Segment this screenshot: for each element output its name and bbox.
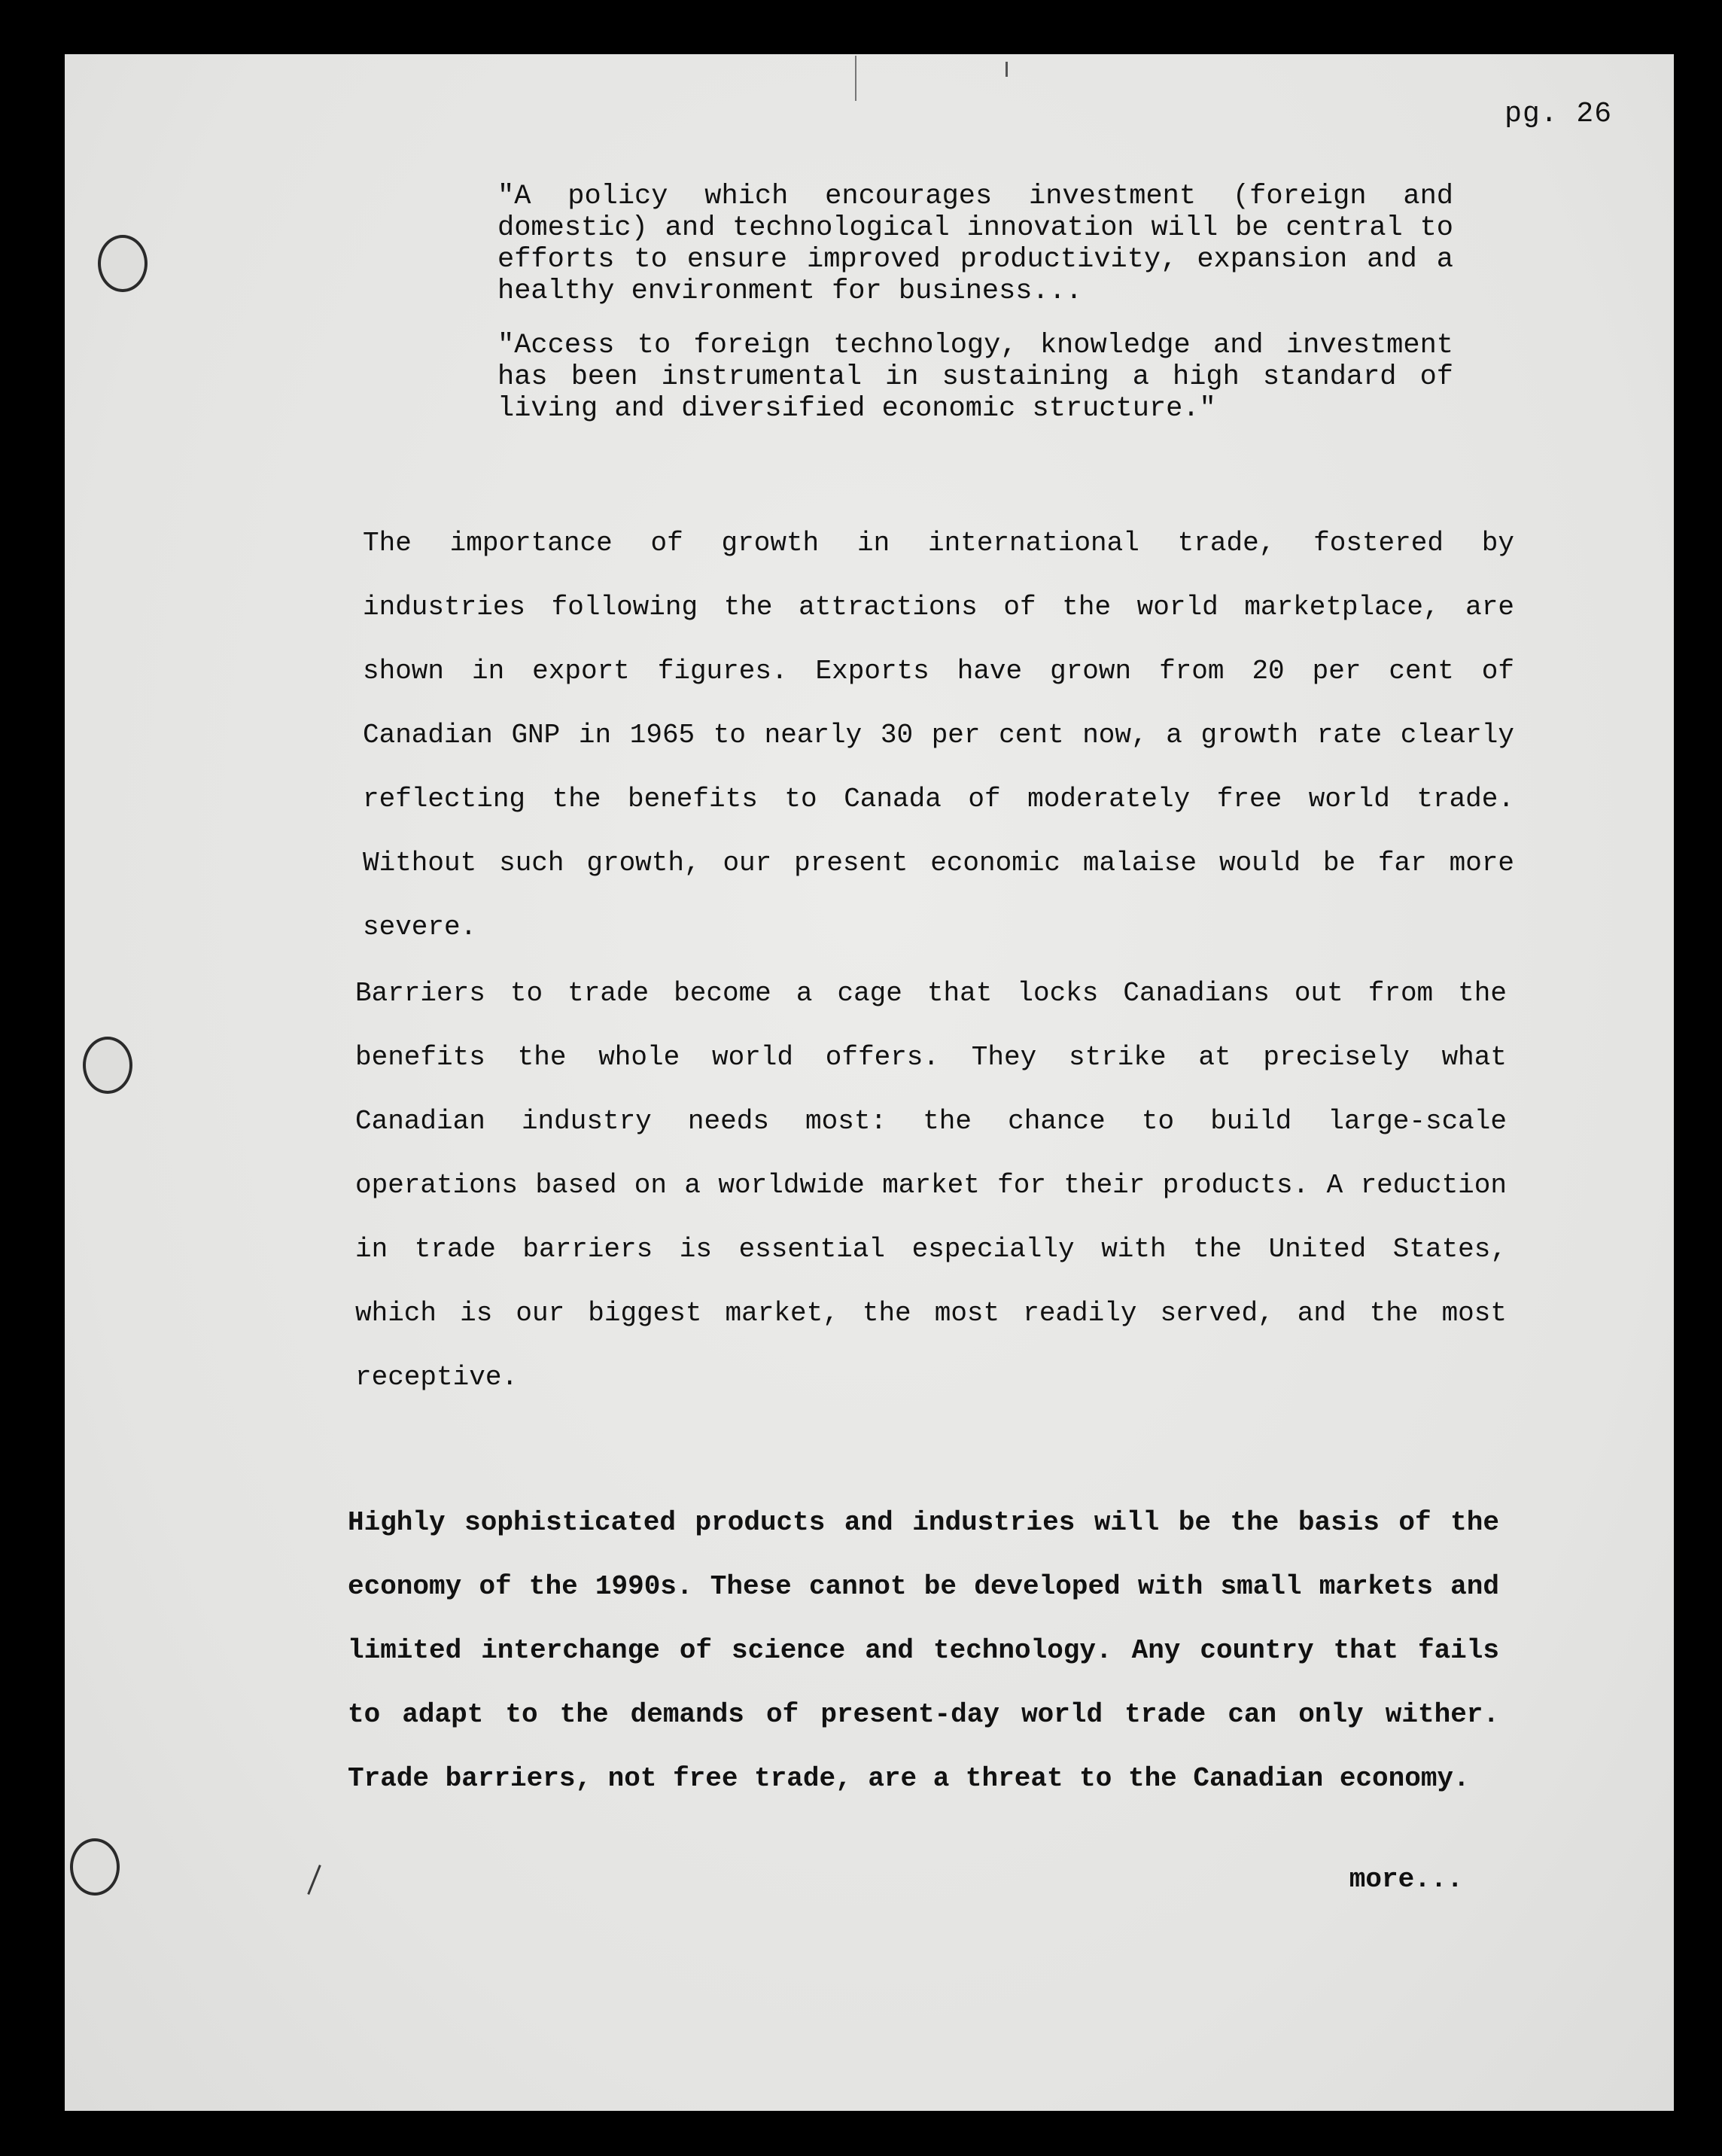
- stray-mark: [855, 56, 856, 101]
- block-quote: "Access to foreign technology, knowledge and investment has been instrumental in sustaining a high standard of living and diversified economic structure.": [497, 330, 1453, 425]
- punch-hole: [83, 1037, 132, 1094]
- punch-hole: [70, 1838, 120, 1896]
- stray-mark: [307, 1865, 321, 1895]
- body-paragraph: The importance of growth in international trade, fostered by industries following the attractions of the world marketplace, are shown in export figures. Exports have grown from 20 per cent of Canadian GNP in 1965 to nearly 30 per cent now, a growth rate clearly reflecting the benefits to Canada of moderately free world trade. Without such growth, our present economic malaise would be far more severe.: [363, 528, 1514, 942]
- stray-mark: [1006, 62, 1008, 77]
- body-paragraph: Barriers to trade become a cage that locks Canadians out from the benefits the whole world offers. They strike at precisely what Canadian industry needs most: the chance to build large-scale operations based on a worldwide market for their products. A reduction in trade barriers is essential especially with the United States, which is our biggest market, the most readily served, and the most receptive.: [355, 978, 1507, 1393]
- continuation-note: more...: [1349, 1864, 1463, 1895]
- page-number: pg. 26: [1504, 98, 1612, 130]
- punch-hole: [98, 235, 148, 292]
- body-paragraph: Highly sophisticated products and industries will be the basis of the economy of the 1990s. These cannot be developed with small markets and limited interchange of science and technology. Any country that fails to adapt to the demands of present-day world trade can only wither. Trade barriers, not free trade, are a threat to the Canadian economy.: [348, 1507, 1499, 1794]
- block-quote: "A policy which encourages investment (foreign and domestic) and technological innovation will be central to efforts to ensure improved productivity, expansion and a healthy environment for business...: [497, 181, 1453, 307]
- document-page: [65, 54, 1674, 2111]
